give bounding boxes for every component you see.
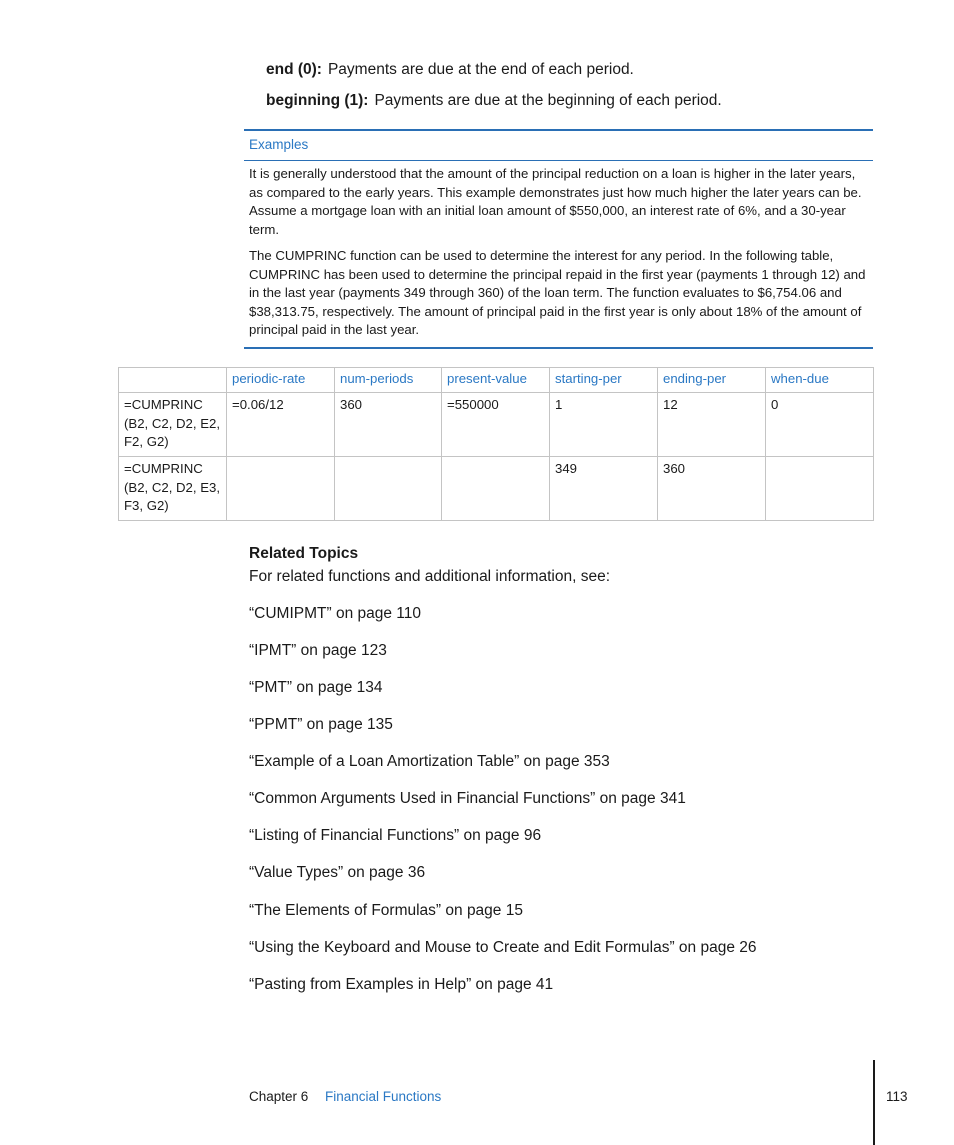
definition-term: end (0): (266, 61, 322, 78)
table-cell: =CUMPRINC (B2, C2, D2, E2, F2, G2) (119, 393, 227, 457)
table-header-row (119, 368, 874, 393)
example-table (118, 367, 874, 521)
related-link-pasting-examples[interactable]: “Pasting from Examples in Help” on page 41 (249, 976, 554, 993)
table-cell (227, 457, 335, 521)
definition-beginning (266, 92, 722, 110)
table-header-cell: starting-per (550, 368, 658, 393)
table-cell (766, 457, 874, 521)
page-number: 113 (886, 1089, 908, 1104)
table-cell: 12 (658, 393, 766, 457)
examples-box (244, 129, 873, 349)
table-row (119, 457, 874, 521)
footer-chapter: Chapter 6 (249, 1089, 309, 1104)
table-cell: 1 (550, 393, 658, 457)
table-header-cell: present-value (442, 368, 550, 393)
related-link-value-types[interactable]: “Value Types” on page 36 (249, 864, 426, 881)
definition-text: Payments are due at the end of each period. (327, 61, 634, 78)
related-link-listing-financial[interactable]: “Listing of Financial Functions” on page 96 (249, 827, 542, 844)
table-cell: 349 (550, 457, 658, 521)
table-cell: 0 (766, 393, 874, 457)
related-topics-heading: Related Topics (249, 545, 359, 562)
definition-end (266, 61, 634, 79)
related-link-ipmt[interactable]: “IPMT” on page 123 (249, 642, 387, 659)
definition-term: beginning (1): (266, 92, 369, 109)
table-cell: =0.06/12 (227, 393, 335, 457)
table-header-cell: periodic-rate (227, 368, 335, 393)
related-link-elements-formulas[interactable]: “The Elements of Formulas” on page 15 (249, 902, 523, 919)
related-link-cumipmt[interactable]: “CUMIPMT” on page 110 (249, 605, 421, 622)
examples-heading: Examples (249, 137, 309, 152)
table-header-cell (119, 368, 227, 393)
examples-divider (244, 160, 873, 161)
table-cell (335, 457, 442, 521)
table-cell: =CUMPRINC (B2, C2, D2, E3, F3, G2) (119, 457, 227, 521)
examples-paragraph-1: It is generally understood that the amount of the principal reduction on a loan is higher in the later years, as compared to the early years. This example demonstrates just how much higher the later years can be. Assume a mortgage loan with an initial loan amount of $550,000, an interest rate of 6%, and a 30-year term. (249, 166, 862, 237)
related-link-common-arguments[interactable]: “Common Arguments Used in Financial Functions” on page 341 (249, 790, 686, 807)
related-link-ppmt[interactable]: “PPMT” on page 135 (249, 716, 393, 733)
examples-paragraph-2: The CUMPRINC function can be used to determine the interest for any period. In the following table, CUMPRINC has been used to determine the principal repaid in the first year (payments 1 through 12) and in the last year (payments 349 through 360) of the loan term. The function evaluates to $6,754.06 and $38,313.75, respectively. The amount of principal paid in the first year is only about 18% of the amount of principal paid in the last year. (249, 248, 866, 338)
table-cell (442, 457, 550, 521)
table-row (119, 393, 874, 457)
related-topics-intro: For related functions and additional information, see: (249, 568, 611, 585)
footer-divider (873, 1060, 875, 1145)
table-header-cell: when-due (766, 368, 874, 393)
table-header-cell: ending-per (658, 368, 766, 393)
table-cell: =550000 (442, 393, 550, 457)
table-cell: 360 (335, 393, 442, 457)
table-cell: 360 (658, 457, 766, 521)
footer-section-title: Financial Functions (325, 1089, 442, 1104)
related-link-keyboard-mouse[interactable]: “Using the Keyboard and Mouse to Create and Edit Formulas” on page 26 (249, 939, 757, 956)
table-header-cell: num-periods (335, 368, 442, 393)
related-link-loan-amortization[interactable]: “Example of a Loan Amortization Table” on page 353 (249, 753, 610, 770)
related-link-pmt[interactable]: “PMT” on page 134 (249, 679, 383, 696)
definition-text: Payments are due at the beginning of each period. (374, 92, 722, 109)
